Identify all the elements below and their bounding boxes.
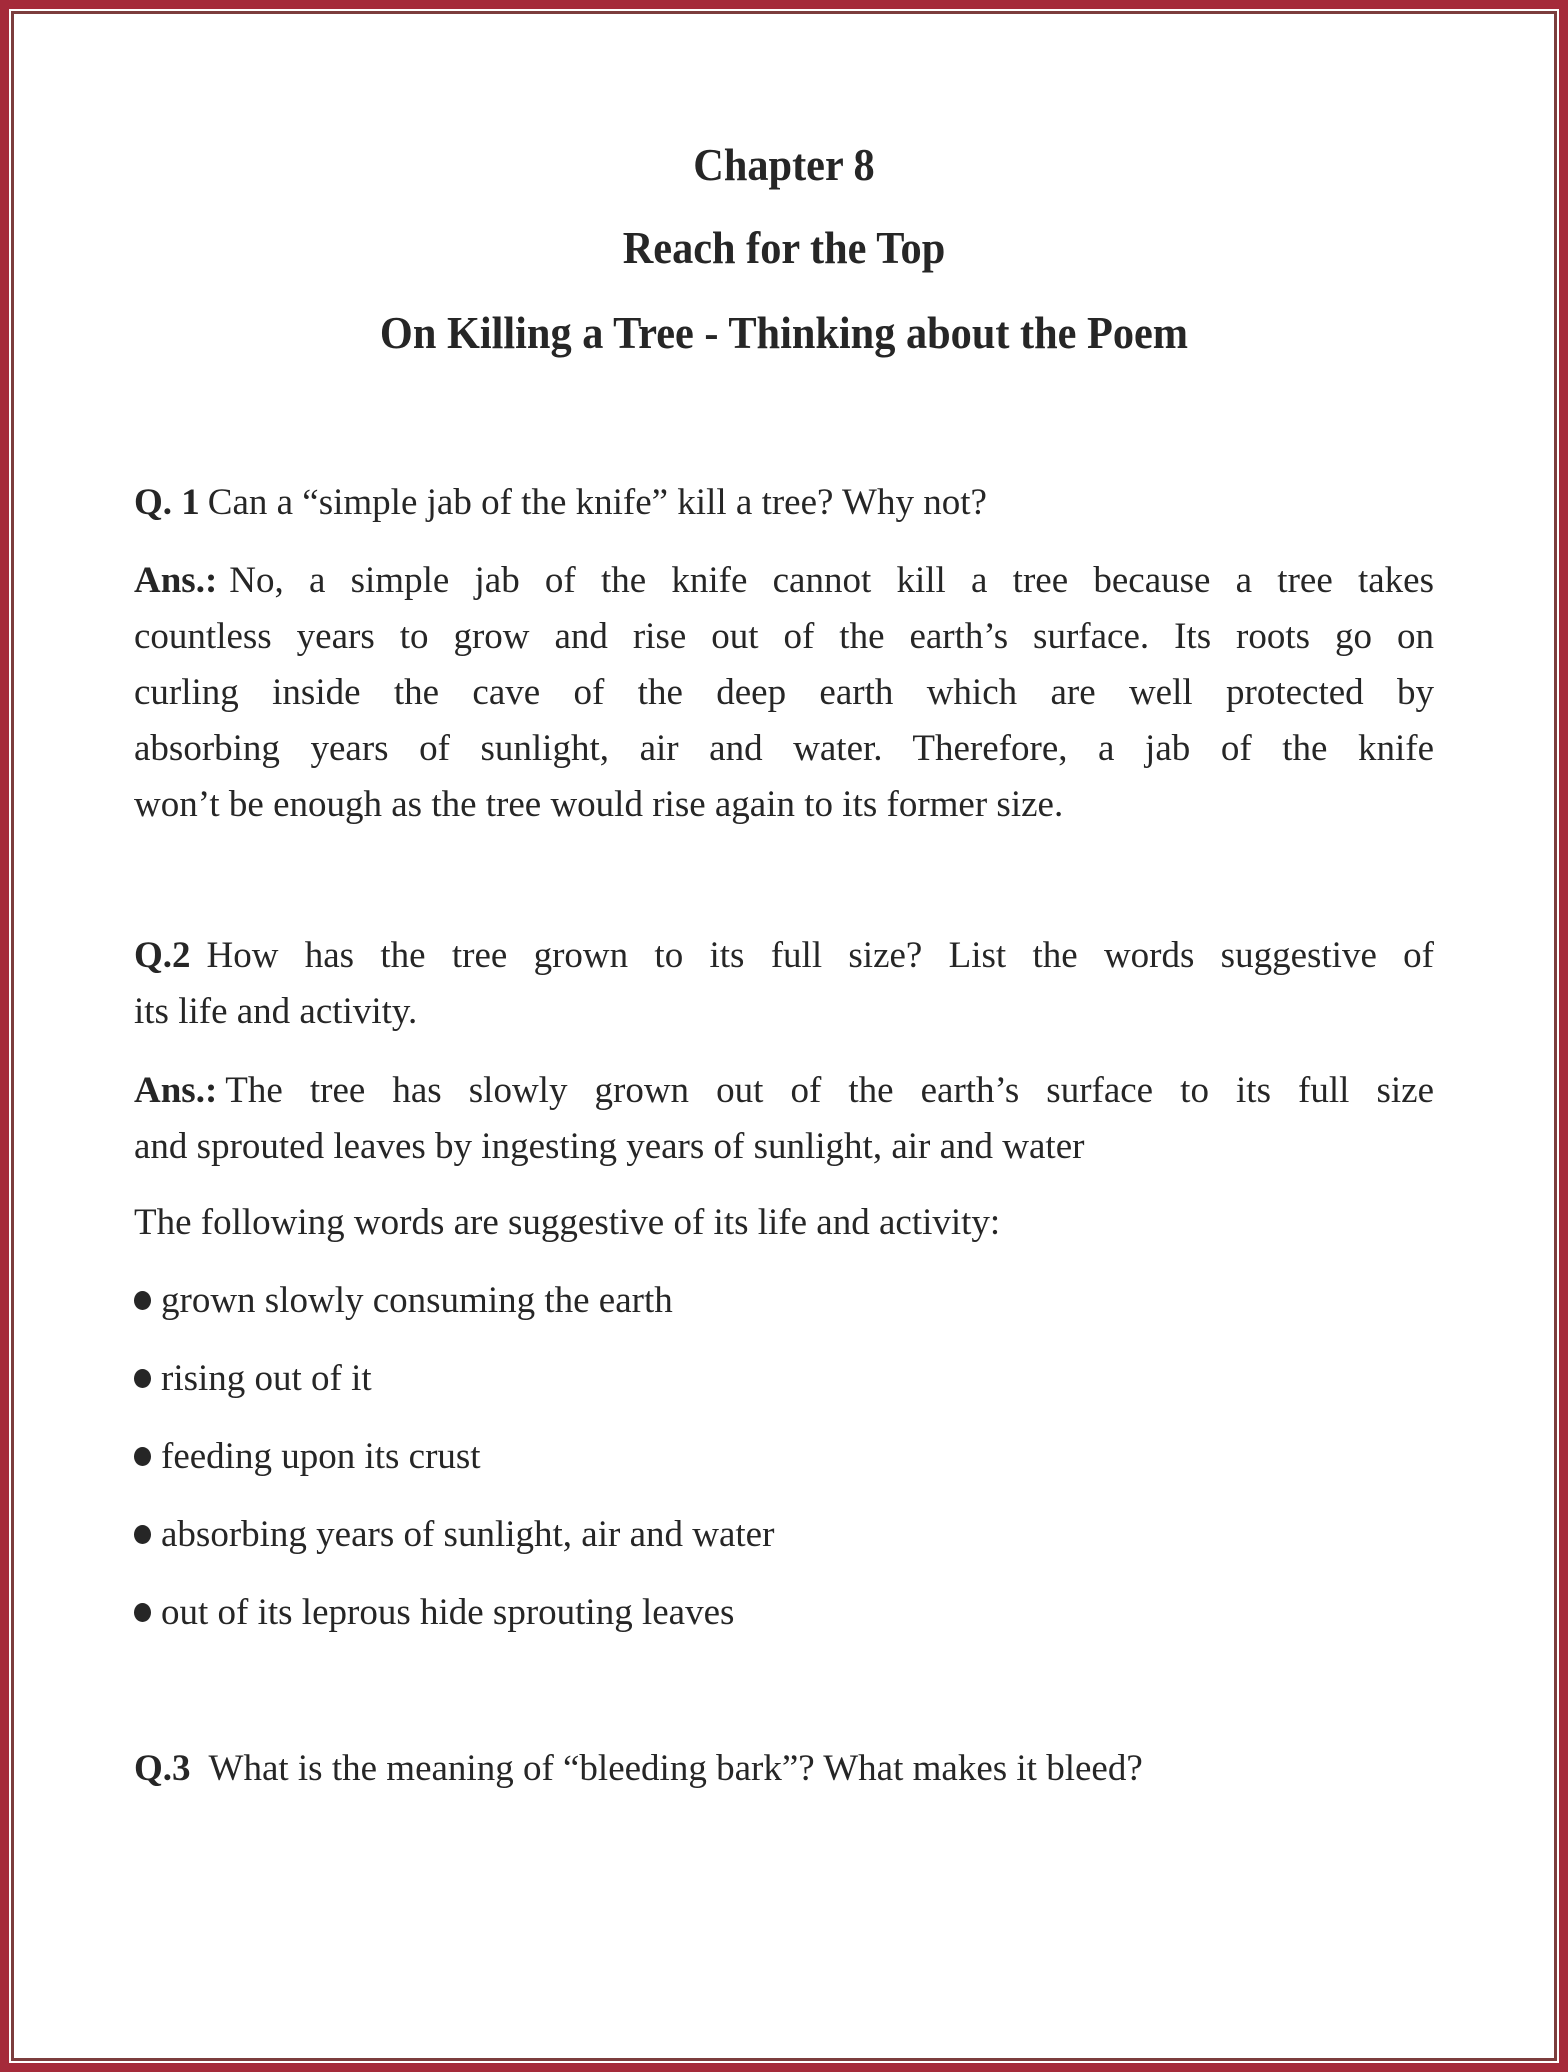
answer-1-line-1: Ans.: No, a simple jab of the knife cannot kill a tree because a tree takes — [134, 560, 1434, 601]
unit-title: Reach for the Top — [622, 222, 946, 273]
list-item: grown slowly consuming the earth — [134, 1282, 1434, 1319]
chapter-title: Chapter 8 — [693, 139, 875, 190]
question-2-label: Q.2 — [134, 935, 191, 976]
bullet-icon — [134, 1291, 151, 1310]
answer-1-line-4: absorbing years of sunlight, air and water. Therefore, a jab of the knife — [134, 728, 1434, 769]
question-3-text: Q.3 What is the meaning of “bleeding bark”? What makes it bleed? — [134, 1748, 1143, 1789]
list-item: out of its leprous hide sprouting leaves — [134, 1594, 1434, 1631]
question-1-text — [134, 484, 1434, 521]
bullet-icon — [134, 1525, 151, 1544]
section-title: On Killing a Tree - Thinking about the Poem — [379, 307, 1189, 358]
answer-1-line-2: countless years to grow and rise out of the earth’s surface. Its roots go on — [134, 616, 1434, 657]
list-item: feeding upon its crust — [134, 1438, 1434, 1475]
answer-2-line-2: and sprouted leaves by ingesting years of sunlight, air and water — [134, 1126, 1085, 1167]
answer-2-label: Ans.: — [134, 1070, 218, 1111]
answer-1-label: Ans.: — [134, 560, 218, 601]
question-1-body: Can a “simple jab of the knife” kill a tree? Why not? — [207, 482, 987, 523]
answer-1-line-5: won’t be enough as the tree would rise again to its former size. — [134, 784, 1064, 825]
bullet-icon — [134, 1369, 151, 1388]
question-3-label: Q.3 — [134, 1748, 191, 1789]
answer-1-line-3: curling inside the cave of the deep earth which are well protected by — [134, 672, 1434, 713]
bullet-icon — [134, 1447, 151, 1466]
question-1-label: Q. 1 — [134, 482, 200, 523]
question-2-line-1: Q.2 How has the tree grown to its full size? List the words suggestive of — [134, 935, 1434, 976]
bullet-icon — [134, 1603, 151, 1622]
answer-2-line-1: Ans.: The tree has slowly grown out of the earth’s surface to its full size — [134, 1070, 1434, 1111]
question-2-line-2: its life and activity. — [134, 991, 418, 1032]
answer-2-list-intro: The following words are suggestive of its life and activity: — [134, 1202, 1001, 1243]
list-item: rising out of it — [134, 1360, 1434, 1397]
list-item: absorbing years of sunlight, air and water — [134, 1516, 1434, 1553]
